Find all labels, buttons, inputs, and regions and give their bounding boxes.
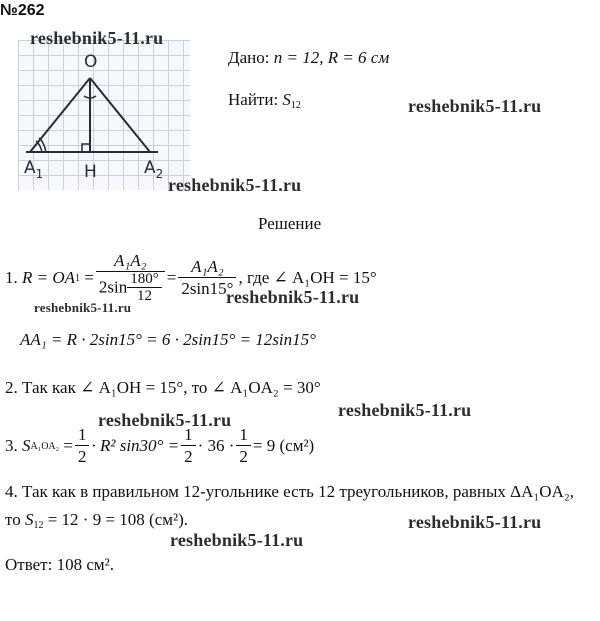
- step-1-frac-1: [96, 251, 165, 305]
- watermark: reshebnik5-11.ru: [408, 96, 542, 116]
- given-label: Дано:: [228, 48, 270, 67]
- step-1-tail: , где ∠ A₁OH = 15°: [238, 268, 377, 287]
- step-3-half-1: [75, 425, 90, 468]
- triangle-figure: [18, 40, 190, 190]
- step-4-line-2: [5, 510, 188, 531]
- label-a1-sub: 1: [35, 167, 44, 181]
- step-3-s-sub: A₁OA₂: [30, 440, 60, 452]
- half-2-den: 2: [184, 446, 193, 466]
- side-oa2: [90, 78, 150, 152]
- label-a1: [24, 158, 43, 181]
- step-4-pre: то: [5, 510, 21, 529]
- watermark: reshebnik5-11.ru: [226, 287, 360, 307]
- step-3-s: S: [22, 436, 31, 455]
- step-1-eq-2: =: [166, 268, 177, 287]
- label-o: O: [84, 52, 98, 72]
- inner-fraction: [127, 272, 162, 305]
- given-line: [228, 48, 389, 68]
- step-3-mid2: · 36 ·: [197, 436, 235, 455]
- half-3-den: 2: [239, 446, 248, 466]
- step-3-half-3: [236, 425, 251, 468]
- step-3-end: = 9 (см²): [252, 436, 315, 455]
- watermark: reshebnik5-11.ru: [168, 175, 302, 195]
- half-1-num: 1: [75, 425, 90, 446]
- find-label: Найти:: [228, 90, 279, 109]
- answer: Ответ: 108 см².: [5, 555, 114, 574]
- watermark: reshebnik5-11.ru: [30, 28, 164, 48]
- step-2: 2. Так как ∠ A₁OH = 15°, то ∠ A₁OA₂ = 30°: [5, 378, 321, 397]
- watermark: reshebnik5-11.ru: [170, 530, 304, 550]
- label-a2: [144, 158, 163, 181]
- half-3-num: 1: [236, 425, 251, 446]
- find-s: S: [282, 90, 291, 109]
- step-1-lhs-sub: 1: [75, 272, 81, 284]
- step-3-mid: · R² sin30° =: [91, 436, 180, 455]
- label-h: H: [84, 162, 97, 182]
- inner-num: 180°: [127, 272, 162, 288]
- frac-1-den-pre: 2sin: [98, 277, 128, 297]
- given-r: R = 6 см: [327, 48, 390, 67]
- find-s-sub: 12: [290, 100, 301, 111]
- step-3: [5, 420, 314, 472]
- find-line: [228, 90, 301, 111]
- given-n: n = 12,: [273, 48, 324, 67]
- step-1-prefix: 1.: [5, 268, 18, 287]
- step-3-half-2: [181, 425, 196, 468]
- step-1b: AA₁ = R · 2sin15° = 6 · 2sin15° = 12sin15°: [20, 330, 316, 349]
- step-1: [5, 250, 377, 306]
- frac-1-denominator: [96, 272, 165, 305]
- watermark: reshebnik5-11.ru: [408, 512, 542, 532]
- inner-den: 12: [136, 288, 152, 304]
- angle-arc-left: [36, 141, 42, 152]
- half-2-num: 1: [181, 425, 196, 446]
- figure-grid: [18, 40, 190, 190]
- watermark: reshebnik5-11.ru: [34, 300, 132, 315]
- step-1-lhs: R = OA: [22, 268, 76, 287]
- label-a1-letter: A: [24, 158, 36, 178]
- frac-1-numerator: A₁A₂: [96, 251, 165, 272]
- step-4-line-1: 4. Так как в правильном 12-угольнике есть 12 треугольников, равных ΔA₁OA₂,: [5, 482, 575, 501]
- watermark: reshebnik5-11.ru: [98, 410, 232, 430]
- half-1-den: 2: [77, 446, 87, 466]
- label-a2-letter: A: [144, 158, 156, 178]
- side-oa1: [30, 78, 90, 152]
- step-3-eq: =: [63, 436, 73, 455]
- step-1-frac-2: [178, 257, 236, 300]
- problem-number: №262: [0, 2, 45, 19]
- frac-2-numerator: A₁A₂: [178, 257, 236, 278]
- right-angle-mark: [82, 144, 90, 152]
- step-4-s: S: [24, 510, 34, 529]
- step-4-rest: = 12 · 9 = 108 (см²).: [47, 510, 189, 529]
- step-1-eq: =: [84, 268, 94, 287]
- frac-2-denominator: 2sin15°: [181, 278, 234, 298]
- label-a2-sub: 2: [155, 167, 164, 181]
- solution-heading: Решение: [258, 214, 322, 233]
- watermark: reshebnik5-11.ru: [338, 400, 472, 420]
- step-3-prefix: 3.: [5, 436, 18, 455]
- step-4-s-sub: 12: [33, 520, 44, 531]
